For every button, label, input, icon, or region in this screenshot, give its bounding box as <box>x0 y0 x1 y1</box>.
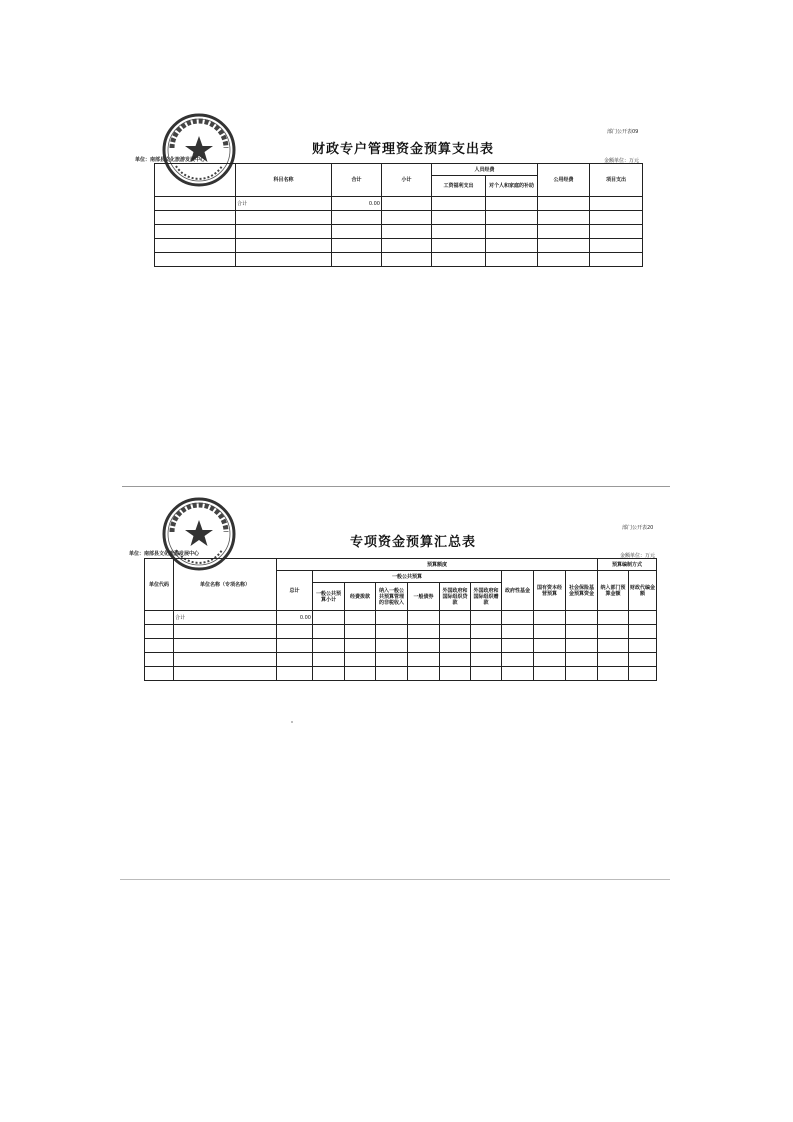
header-total: 合计 <box>332 164 382 197</box>
header-state-capital: 国有资本经营预算 <box>534 571 566 611</box>
amount-unit: 金额单位：万元 <box>604 158 640 164</box>
header-project: 项目支出 <box>590 164 643 197</box>
header-wages: 工资福利支出 <box>432 176 486 197</box>
table-row <box>145 639 657 653</box>
header-budget-method: 预算编制方式 <box>598 559 657 571</box>
table-row <box>145 667 657 681</box>
header-personal-family: 对个人和家庭的补助 <box>486 176 538 197</box>
total-row-label: 合计 <box>236 197 332 211</box>
header-special-revenue: 纳入一般公共预算管理的非税收入 <box>376 583 408 611</box>
summary-table <box>144 558 657 681</box>
header-foreign-loan: 外国政府和国际组织贷款 <box>440 583 471 611</box>
header-general-subtotal: 一般公共预算小计 <box>313 583 345 611</box>
section-special-account-table <box>0 100 793 280</box>
unit-label: 单位： <box>129 551 145 557</box>
table-row <box>145 653 657 667</box>
table-row <box>155 211 643 225</box>
header-blank <box>155 164 236 197</box>
total-row-value: 0.00 <box>332 197 382 211</box>
header-foreign-grant: 外国政府和国际组织赠款 <box>471 583 502 611</box>
budget-table <box>154 163 643 267</box>
unit-label: 单位： <box>135 157 151 163</box>
unit-name: 南部县文化旅游发展中心 <box>150 157 206 163</box>
table-row <box>145 611 657 625</box>
header-general-budget: 一般公共预算 <box>313 571 502 583</box>
scan-edge-bottom <box>120 879 670 880</box>
scan-speck <box>291 721 293 723</box>
unit-line <box>129 550 199 557</box>
header-dept-budget: 纳入部门预算金额 <box>598 571 629 611</box>
table-row <box>145 625 657 639</box>
unit-line <box>135 156 205 163</box>
unit-name: 南部县文化旅游发展中心 <box>144 551 200 557</box>
header-general-bond: 一般债券 <box>408 583 440 611</box>
table-row <box>155 253 643 267</box>
header-unit-code: 单位代码 <box>145 559 174 611</box>
header-personnel: 人员经费 <box>432 164 538 176</box>
header-fiscal-agent: 财政代编金额 <box>629 571 657 611</box>
total-row-label: 合计 <box>174 611 277 625</box>
total-row-value: 0.00 <box>277 611 313 625</box>
header-grand-total: 总计 <box>277 571 313 611</box>
header-appropriation: 经费拨款 <box>345 583 376 611</box>
table-row <box>155 197 643 211</box>
table-row <box>155 239 643 253</box>
header-public: 公用经费 <box>538 164 590 197</box>
page-title: 财政专户管理资金预算支出表 <box>312 142 495 157</box>
amount-unit: 金额单位：万元 <box>620 553 656 559</box>
table-row <box>155 225 643 239</box>
header-subtotal: 小计 <box>382 164 432 197</box>
section-special-funds-table <box>0 480 793 700</box>
header-subject: 科目名称 <box>236 164 332 197</box>
header-budget-amount: 预算额度 <box>277 559 598 571</box>
page-title: 专项资金预算汇总表 <box>350 535 477 550</box>
header-unit-name: 单位名称（专项名称） <box>174 559 277 611</box>
header-gov-fund: 政府性基金 <box>502 571 534 611</box>
form-number: 部门公开表09 <box>607 129 639 135</box>
form-number: 部门公开表20 <box>622 525 654 531</box>
header-social-insurance: 社会保险基金预算资金 <box>566 571 598 611</box>
